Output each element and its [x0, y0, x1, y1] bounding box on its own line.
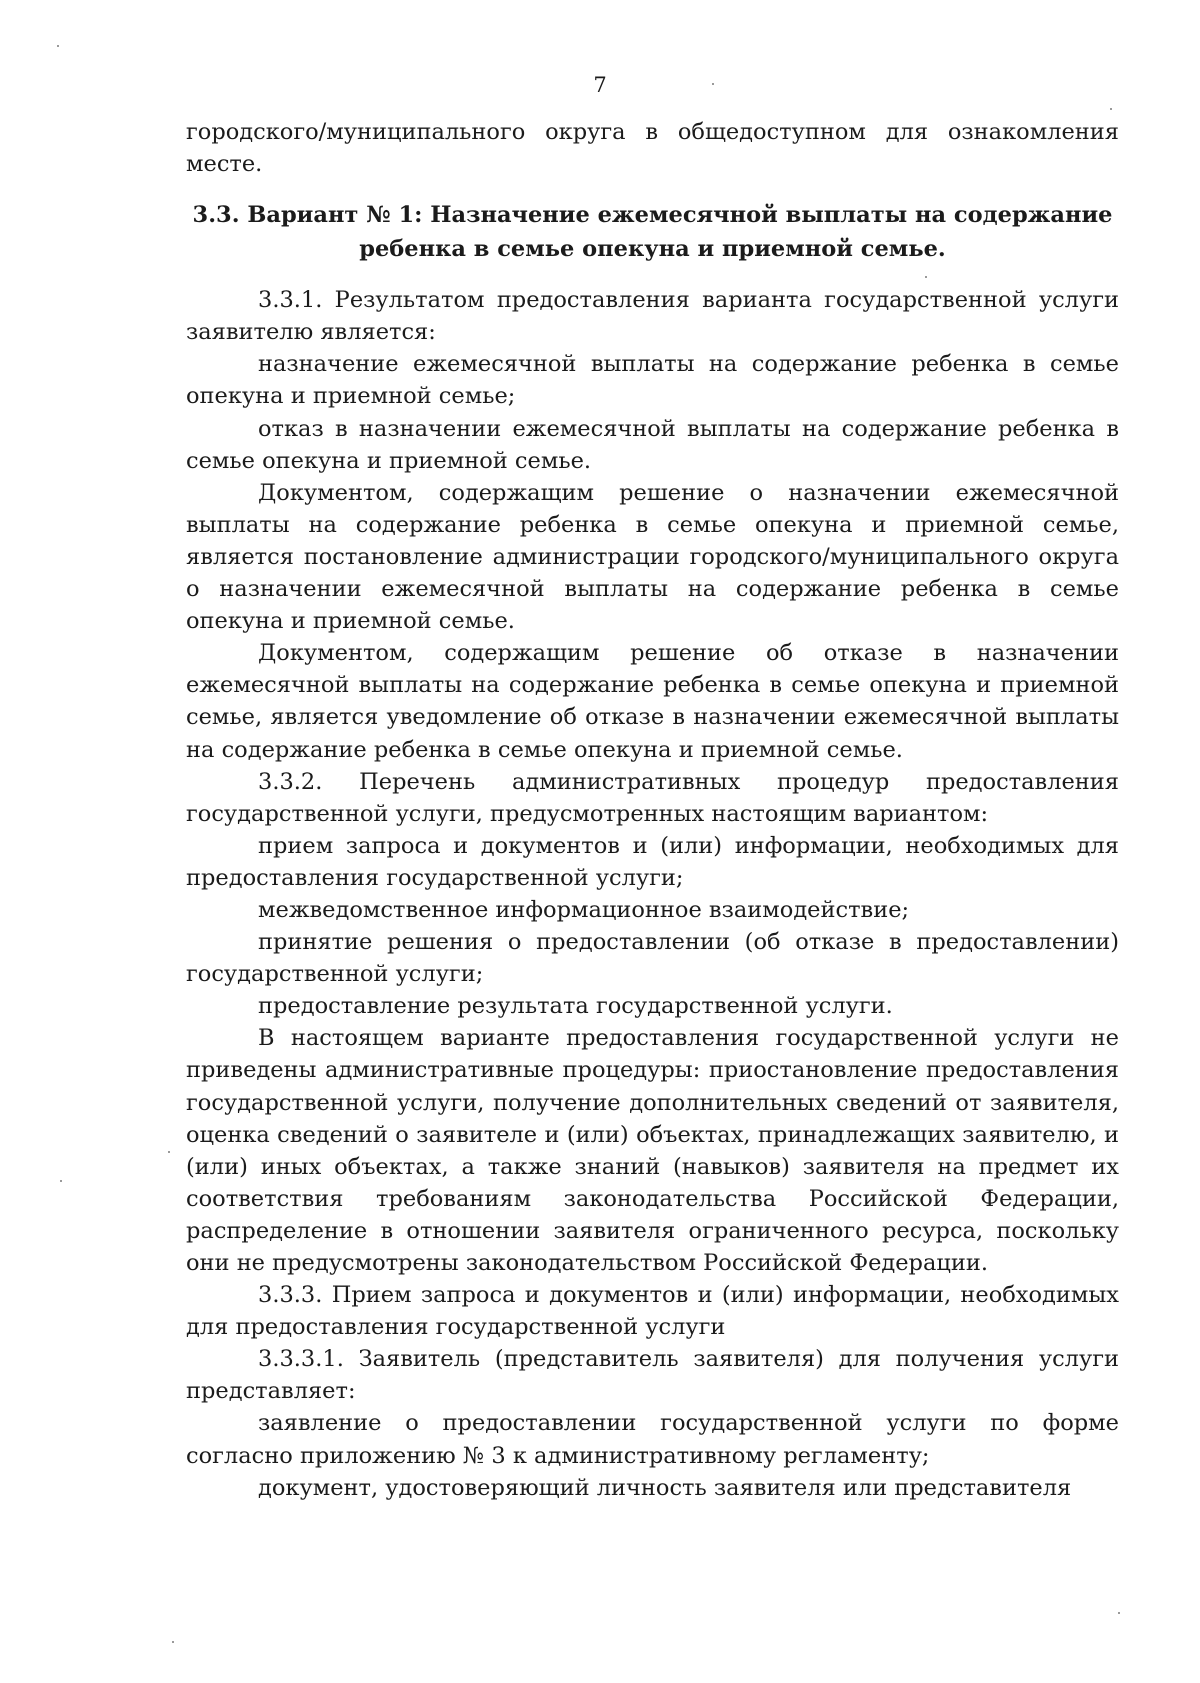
section-heading-line-2: ребенка в семье опекуна и приемной семье.	[359, 236, 946, 263]
scan-speck	[172, 1641, 174, 1643]
paragraph-refusal-document: Документом, содержащим решение об отказе в назначении ежемесячной выплаты на содержание ребенка в семье опекуна и приемной семье, является уведомление об отказе в назначении ежемесячной выплаты на содержание ребенка в семье опекуна и приемной семье.	[186, 640, 1119, 763]
scan-speck	[712, 83, 714, 85]
paragraph-procedure-interagency: межведомственное информационное взаимодействие;	[258, 896, 910, 923]
scan-speck	[1110, 108, 1112, 110]
paragraph-result-refusal: отказ в назначении ежемесячной выплаты на содержание ребенка в семье опекуна и приемной семье.	[186, 415, 1119, 474]
scan-speck	[925, 276, 927, 278]
page-number: 7	[593, 73, 607, 97]
paragraph-result-assignment: назначение ежемесячной выплаты на содержание ребенка в семье опекуна и приемной семье;	[186, 351, 1119, 410]
scan-speck	[57, 45, 59, 47]
paragraph-not-included-procedures: В настоящем варианте предоставления государственной услуги не приведены административные процедуры: приостановление предоставления государственной услуги, получение дополнительных сведений от заявителя, оценка сведений о заявителе и (или) объектах, принадлежащих заявителю, и (или) иных объектах, а также знаний (навыков) заявителя на предмет их соответствия требованиям законодательства Российской Федерации, распределение в отношении заявителя ограниченного ресурса, поскольку они не предусмотрены законодательством Российской Федерации.	[186, 1025, 1119, 1276]
paragraph-decision-document: Документом, содержащим решение о назначении ежемесячной выплаты на содержание ребенка в семье опекуна и приемной семье, является постановление администрации городского/муниципального округа о назначении ежемесячной выплаты на содержание ребенка в семье опекуна и приемной семье.	[186, 479, 1119, 635]
paragraph-procedure-decision: принятие решения о предоставлении (об отказе в предоставлении) государственной услуги;	[186, 929, 1119, 988]
scan-speck	[60, 1180, 62, 1182]
paragraph-identity-document: документ, удостоверяющий личность заявителя или представителя	[258, 1474, 1072, 1501]
paragraph-3-3-2: 3.3.2. Перечень административных процедур предоставления государственной услуги, предусмотренных настоящим вариантом:	[186, 768, 1119, 827]
paragraph-3-3-1: 3.3.1. Результатом предоставления варианта государственной услуги заявителю является:	[186, 287, 1119, 346]
scan-speck	[1118, 1612, 1120, 1614]
lead-paragraph: городского/муниципального округа в общедоступном для ознакомления месте.	[186, 119, 1119, 178]
paragraph-procedure-result: предоставление результата государственной услуги.	[258, 993, 893, 1020]
paragraph-procedure-intake: прием запроса и документов и (или) информации, необходимых для предоставления государственной услуги;	[186, 832, 1119, 891]
section-heading	[186, 198, 1119, 266]
paragraph-3-3-3-1: 3.3.3.1. Заявитель (представитель заявителя) для получения услуги представляет:	[186, 1346, 1119, 1405]
document-body	[186, 116, 1119, 1504]
section-heading-line-1: 3.3. Вариант № 1: Назначение ежемесячной выплаты на содержание	[192, 202, 1113, 229]
paragraph-3-3-3: 3.3.3. Прием запроса и документов и (или) информации, необходимых для предоставления государственной услуги	[186, 1282, 1119, 1341]
scan-speck	[168, 1151, 170, 1153]
paragraph-application-form: заявление о предоставлении государственной услуги по форме согласно приложению № 3 к административному регламенту;	[186, 1410, 1119, 1469]
